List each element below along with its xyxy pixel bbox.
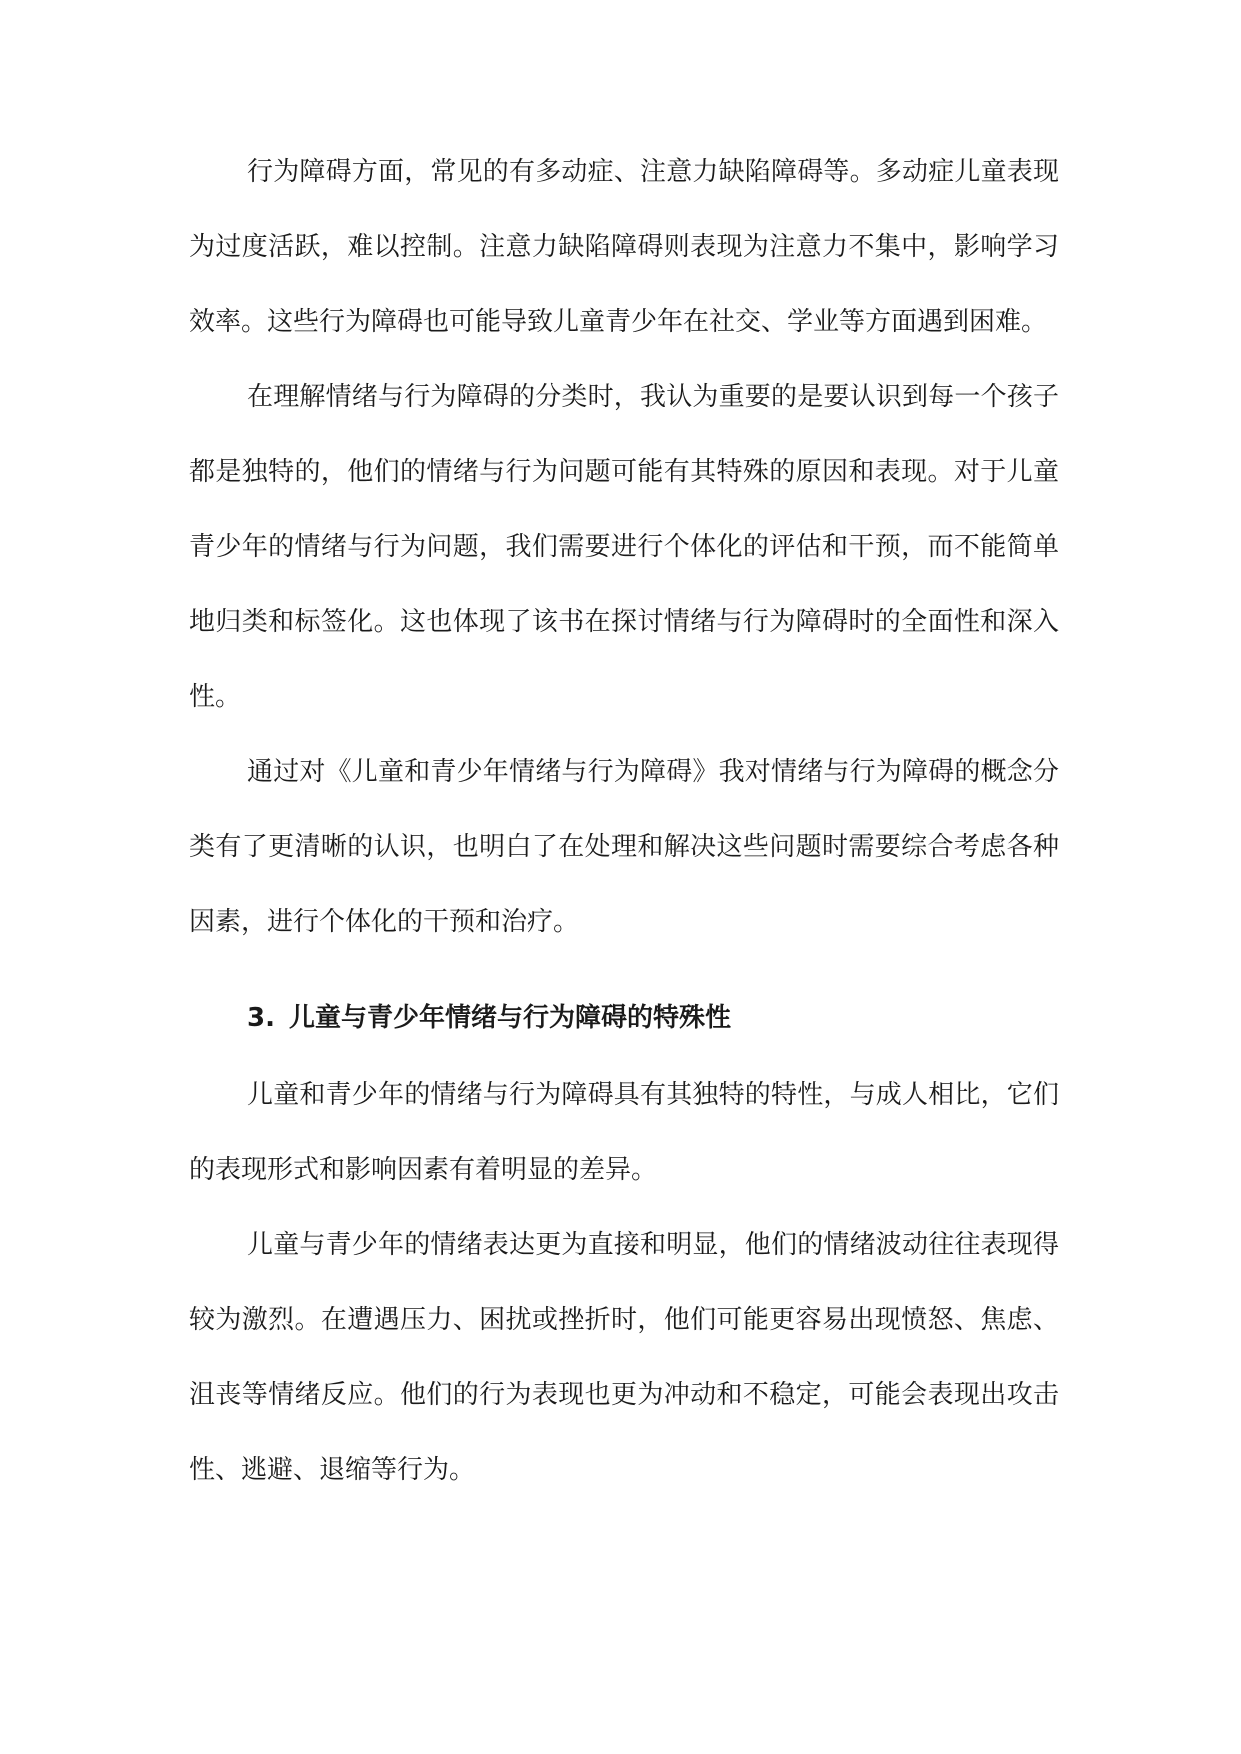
paragraph-book-reflection: 通过对《儿童和青少年情绪与行为障碍》我对情绪与行为障碍的概念分类有了更清晰的认识，也明白了在处理和解决这些问题时需要综合考虑各种因素，进行个体化的干预和治疗。 <box>189 757 1059 937</box>
section-number: 3. <box>247 1003 275 1033</box>
section-heading <box>189 978 1059 1058</box>
section-title: 儿童与青少年情绪与行为障碍的特殊性 <box>288 1003 731 1033</box>
paragraph-behavior-disorders: 行为障碍方面，常见的有多动症、注意力缺陷障碍等。多动症儿童表现为过度活跃，难以控制。注意力缺陷障碍则表现为注意力不集中，影响学习效率。这些行为障碍也可能导致儿童青少年在社交、学业等方面遇到困难。 <box>189 157 1059 337</box>
paragraph-classification-understanding: 在理解情绪与行为障碍的分类时，我认为重要的是要认识到每一个孩子都是独特的，他们的情绪与行为问题可能有其特殊的原因和表现。对于儿童青少年的情绪与行为问题，我们需要进行个体化的评估和干预，而不能简单地归类和标签化。这也体现了该书在探讨情绪与行为障碍时的全面性和深入性。 <box>189 382 1059 712</box>
paragraph-emotional-expression: 儿童与青少年的情绪表达更为直接和明显，他们的情绪波动往往表现得较为激烈。在遭遇压力、困扰或挫折时，他们可能更容易出现愤怒、焦虑、沮丧等情绪反应。他们的行为表现也更为冲动和不稳定，可能会表现出攻击性、逃避、退缩等行为。 <box>189 1230 1059 1485</box>
paragraph-distinct-traits: 儿童和青少年的情绪与行为障碍具有其独特的特性，与成人相比，它们的表现形式和影响因素有着明显的差异。 <box>189 1080 1059 1185</box>
document-page <box>189 135 1059 1508</box>
